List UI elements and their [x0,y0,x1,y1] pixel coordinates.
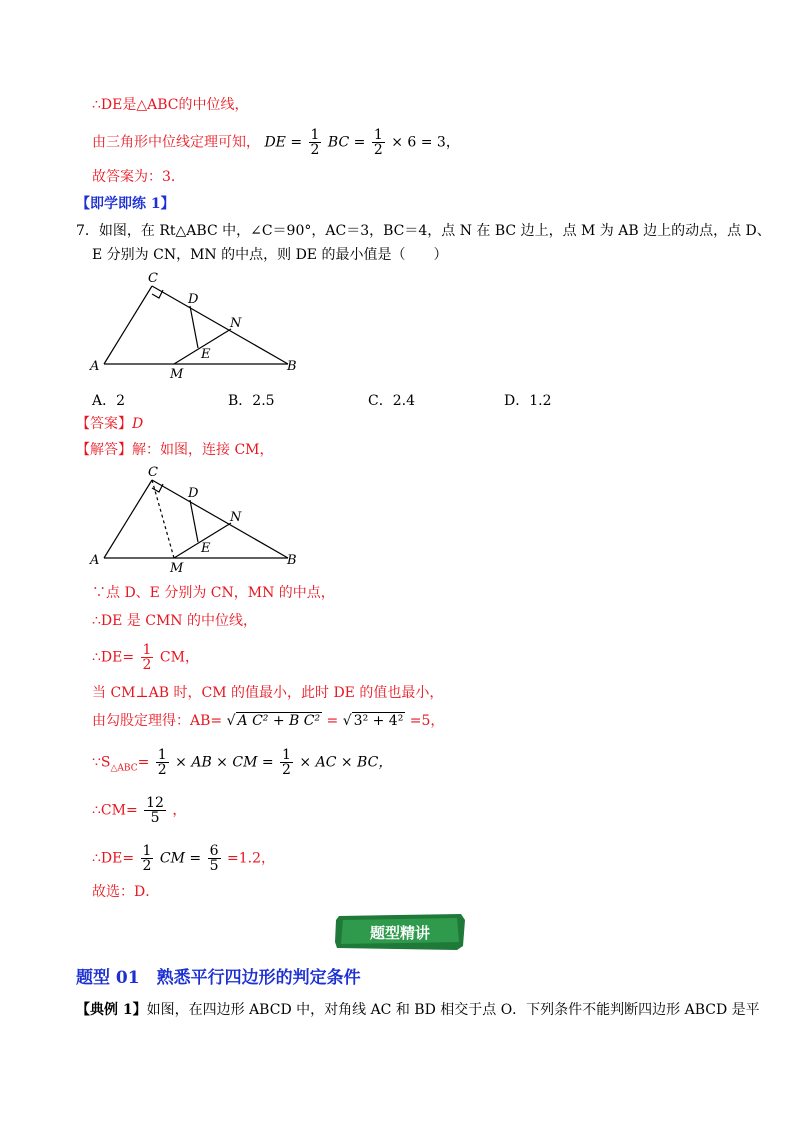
step-7-fraction [144,796,166,825]
label-B: B [287,553,297,568]
solution-line-1: ∴DE是△ABC的中位线， [92,97,249,113]
segment-CM-dashed [152,480,174,558]
label-A: A [90,359,100,374]
frac-den: 2 [142,858,152,874]
step-6-sub: △ABC [110,763,138,774]
step-2: ∴DE 是 CMN 的中位线， [92,613,257,629]
step-6-fraction-1 [156,748,169,777]
step-8-prefix: ∴DE= [92,850,135,867]
section-banner [333,912,467,952]
segment-AC [104,286,152,364]
step-3-tail: CM， [159,649,199,666]
label-E: E [201,347,211,362]
example-tag: 【典例 1】 [76,1002,147,1018]
radicand-2: 3² + 4² [353,713,404,729]
step-6-eq: = [137,754,150,771]
step-6-prefix: ∵S [92,754,111,771]
solution-line-2-prefix: 由三角形中位线定理可知， [92,134,260,151]
label-D: D [188,292,199,307]
triangle-figure-2 [88,462,308,577]
frac-den: 2 [310,142,320,158]
segment-CB [152,286,288,364]
fraction-half-2 [372,128,385,157]
expr-eq2: = [353,134,366,151]
frac-num: 6 [209,843,219,859]
radical-1: √ A C² + B C² [226,713,321,729]
step-4: 当 CM⊥AB 时，CM 的值最小，此时 DE 的值也最小， [92,685,444,701]
example-text: 如图，在四边形 ABCD 中，对角线 AC 和 BD 相交于点 O．下列条件不能判断四边形 ABCD 是平 [146,1002,760,1018]
label-C: C [148,465,158,480]
explain-text: 解：如图，连接 CM， [132,442,274,458]
frac-den: 2 [282,762,291,778]
solution-line-2 [92,128,460,157]
option-c[interactable]: C．2.4 [368,393,415,409]
label-A: A [90,553,100,568]
step-8 [92,844,275,873]
solution-line-3: 故答案为：3． [92,169,185,185]
label-M: M [170,367,184,382]
expr-lhs: DE [264,134,286,151]
step-5-eq: = [326,713,339,729]
answer-value: D [132,416,144,432]
expr-eq1: = [290,134,303,151]
frac-num: 1 [142,843,152,859]
frac-num: 1 [157,747,167,763]
step-1: ∵点 D、E 分别为 CN，MN 的中点， [92,585,335,601]
step-7-tail: ， [172,802,187,819]
label-B: B [287,359,297,374]
explain-tag: 【解答】 [76,442,132,458]
section-title: 题型 01 熟悉平行四边形的判定条件 [76,968,361,988]
answer-tag: 【答案】 [76,416,132,432]
step-7-prefix: ∴CM= [92,802,138,819]
step-6-tail: × AC × BC， [299,754,393,771]
segment-CB [152,480,288,558]
radicand-1: A C² + B C² [237,713,321,729]
step-8-tail: =1.2， [226,850,275,867]
label-N: N [230,316,242,331]
step-5 [92,711,444,731]
step-8-mid: CM = [159,850,202,867]
label-E: E [201,541,211,556]
frac-num: 1 [282,747,291,763]
step-7 [92,796,186,825]
step-3-fraction [141,643,154,672]
step-6 [92,748,392,778]
banner-text: 题型精讲 [369,924,431,942]
practice-header: 【即学即练 1】 [76,196,175,212]
frac-den: 5 [150,810,160,826]
segment-AC [104,480,152,558]
option-d[interactable]: D．1.2 [504,393,552,409]
frac-den: 2 [373,142,383,158]
step-6-mid: × AB × CM = [175,754,274,771]
label-M: M [170,561,184,576]
step-6-fraction-2 [280,748,293,777]
step-3 [92,643,199,672]
step-8-fraction-2 [208,844,221,873]
radical-2: √ 3² + 4² [342,713,404,729]
triangle-figure-1 [88,268,308,383]
frac-den: 2 [142,657,152,673]
frac-den: 2 [157,762,167,778]
expr-mid: BC [327,134,350,151]
fraction-half-1 [309,128,322,157]
label-D: D [188,486,199,501]
step-8-fraction-1 [141,844,154,873]
explain-line [76,440,274,460]
answer-line [76,414,143,434]
step-9: 故选：D． [92,884,160,900]
label-C: C [148,271,158,286]
question-line-1: 7．如图，在 Rt△ABC 中，∠C＝90°，AC＝3，BC＝4，点 N 在 BC 边上，点 M 为 AB 边上的动点，点 D、 [76,223,771,239]
step-5-prefix: 由勾股定理得：AB= [92,713,223,729]
example-line [76,1000,760,1020]
frac-den: 5 [209,858,219,874]
question-line-2: E 分别为 CN，MN 的中点，则 DE 的最小值是（ ） [92,247,448,263]
option-b[interactable]: B．2.5 [228,393,275,409]
frac-num: 12 [146,795,164,811]
expr-tail: × 6 = 3， [391,134,460,151]
label-N: N [230,510,242,525]
frac-num: 1 [310,127,320,143]
option-a[interactable]: A．2 [92,393,126,409]
step-5-tail: =5， [409,713,445,729]
frac-num: 1 [142,642,152,658]
step-3-prefix: ∴DE= [92,649,135,666]
frac-num: 1 [373,127,383,143]
